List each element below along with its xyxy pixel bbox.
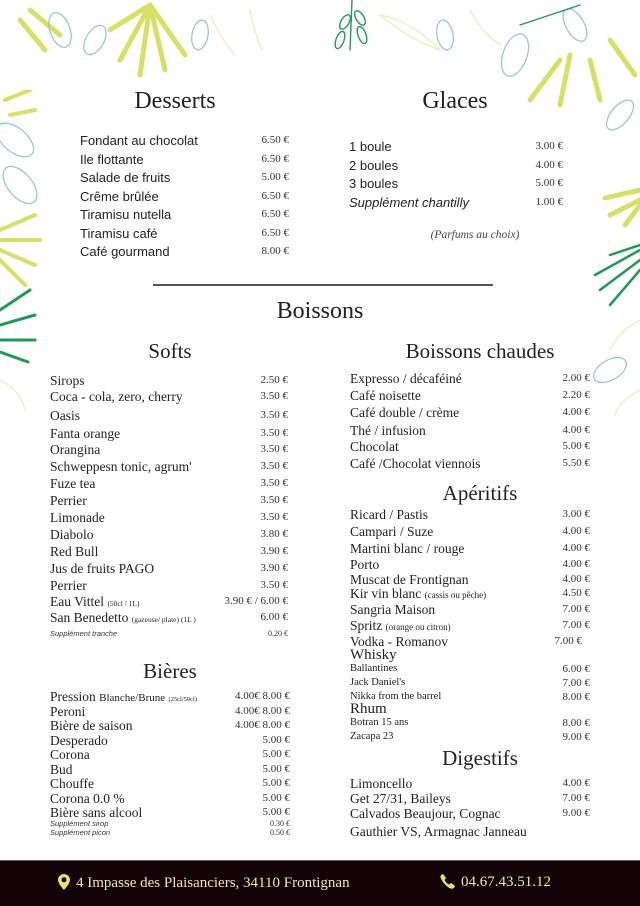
softs-list <box>50 374 288 639</box>
item-name: Thé / infusion <box>350 423 426 438</box>
item-price: 4.00 € <box>562 424 590 436</box>
item-name: Perrier <box>50 578 87 593</box>
item-price: 5.50 € <box>562 457 590 469</box>
item-name: Limoncello <box>350 776 413 791</box>
item-price: 8.00 € <box>261 245 289 257</box>
list-item <box>50 763 290 778</box>
item-name: Bière de saison <box>50 718 133 733</box>
list-item <box>350 573 590 587</box>
item-name: Ballantines <box>350 663 398 674</box>
item-name: Eau Vittel (50cl / 1L) <box>50 594 140 609</box>
item-price: 4.00€ 8.00 € <box>235 719 290 731</box>
phone[interactable] <box>440 874 551 891</box>
item-price: 3.00 € <box>562 508 590 520</box>
item-price: 4.00 € <box>562 573 590 585</box>
list-item <box>80 152 289 171</box>
item-price: 5.00 € <box>262 733 290 746</box>
desserts-list <box>80 133 289 263</box>
list-item <box>80 207 289 226</box>
boissons-chaudes-list <box>350 372 590 474</box>
item-price: 4.00 € <box>535 158 563 171</box>
item-price: 3.50 € <box>260 443 288 455</box>
list-item <box>350 619 590 635</box>
item-price: 5.00 € <box>535 177 563 189</box>
item-name: Muscat de Frontignan <box>350 572 469 587</box>
item-name: 3 boules <box>349 176 399 191</box>
item-name: Chouffe <box>50 776 94 791</box>
list-item <box>80 226 289 245</box>
list-item <box>80 189 289 208</box>
item-name: Café gourmand <box>80 244 170 259</box>
item-name: Oasis <box>50 408 80 423</box>
whisky-heading: Whisky <box>350 647 397 663</box>
item-name: Red Bull <box>50 544 99 559</box>
item-price: 3.50 € <box>260 427 288 439</box>
item-name: Campari / Suze <box>350 524 434 539</box>
list-item <box>349 139 563 158</box>
bieres-title: Bières <box>143 659 197 683</box>
list-item <box>350 792 590 807</box>
list-item <box>50 819 290 828</box>
item-detail: Blanche/Brune <box>99 692 166 704</box>
bieres-list <box>50 690 290 837</box>
item-name: Zacapa 23 <box>350 731 394 742</box>
item-name: Jus de fruits PAGO <box>50 561 155 576</box>
item-name: Corona <box>50 747 90 762</box>
item-price: 3.80 € <box>260 528 288 540</box>
item-name: Calvados Beaujour, Cognac <box>350 806 501 821</box>
glaces-list <box>349 139 563 213</box>
item-price: 0.50 € <box>270 828 290 837</box>
item-price: 3.50 € <box>260 511 288 523</box>
item-name: Tiramisu café <box>80 225 158 241</box>
list-item <box>50 705 290 720</box>
list-item <box>350 558 590 573</box>
item-name: Get 27/31, Baileys <box>350 791 451 806</box>
list-item <box>50 792 290 807</box>
item-price: 4.00€ 8.00 € <box>235 690 290 702</box>
item-name: Orangina <box>50 442 101 457</box>
item-price: 9.00 € <box>562 731 590 743</box>
list-item <box>50 611 288 627</box>
list-item <box>350 587 590 603</box>
item-price: 4.00 € <box>562 558 590 570</box>
item-price: 3.00 € <box>535 140 563 152</box>
list-item <box>349 176 563 195</box>
item-name: Fanta orange <box>50 426 121 441</box>
list-item <box>350 424 590 440</box>
rhum-heading: Rhum <box>350 701 387 717</box>
map-pin-icon <box>58 874 70 890</box>
list-item <box>50 719 290 734</box>
item-price: 2.20 € <box>562 389 590 401</box>
item-name: Porto <box>350 557 380 572</box>
item-price: 6.50 € <box>261 152 289 165</box>
item-note: (50cl / 1L) <box>107 599 140 608</box>
item-name: Sirops <box>50 373 85 388</box>
item-name: Supplément sirop <box>50 819 109 828</box>
digestifs-title: Digestifs <box>442 746 518 770</box>
item-name: Chocolat <box>350 439 399 454</box>
item-name: Coca - cola, zero, cherry <box>50 389 183 404</box>
item-name: Crême brûlée <box>80 188 159 204</box>
item-price: 7.00 € <box>562 619 590 631</box>
list-item <box>50 690 290 705</box>
digestifs-list <box>350 777 590 841</box>
item-price: 2.50 € <box>260 374 288 386</box>
item-price: 3.90 € <box>260 545 288 557</box>
item-name: Supplément chantilly <box>349 194 469 210</box>
item-price: 5.00 € <box>262 806 290 818</box>
list-item <box>50 511 288 528</box>
item-name: 2 boules <box>349 157 399 173</box>
item-price: 9.00 € <box>562 807 590 819</box>
item-price: 4.00€ 8.00 € <box>235 704 290 717</box>
list-item <box>80 244 289 263</box>
item-note: (gazeuse/ plate) (1L ) <box>131 615 196 624</box>
glaces-note: (Parfums au choix) <box>430 229 520 241</box>
item-name: Nikka from the barrel <box>350 691 442 702</box>
item-price: 3.50 € <box>260 579 288 591</box>
desserts-title: Desserts <box>134 88 216 114</box>
item-price: 6.50 € <box>261 208 289 220</box>
list-item <box>350 508 590 525</box>
item-price: 3.90 € / 6.00 € <box>224 595 288 607</box>
item-name: Supplément picon <box>50 828 111 837</box>
item-price: 3.50 € <box>260 409 288 421</box>
item-price: 1.00 € <box>535 195 563 208</box>
list-item <box>50 545 288 562</box>
item-price: 8.00 € <box>562 717 590 729</box>
aperitifs-list <box>350 508 590 745</box>
item-price: 6.50 € <box>261 189 289 202</box>
item-name: Café double / crème <box>350 405 460 420</box>
item-name: Gauthier VS, Armagnac Janneau <box>350 824 527 839</box>
item-name: Expresso / décaféiné <box>350 371 462 386</box>
item-name: San Benedetto (gazeuse/ plate) (1L ) <box>50 610 196 625</box>
list-item <box>50 748 290 763</box>
item-name: Spritz (orange ou citron) <box>350 618 451 633</box>
item-price: 5.00 € <box>562 440 590 452</box>
item-price: 5.00 € <box>262 777 290 789</box>
item-price: 3.50 € <box>260 494 288 506</box>
address-text: 4 Impasse des Plaisanciers, 34110 Frontignan <box>76 875 350 891</box>
list-item <box>50 579 288 595</box>
list-item <box>350 663 590 677</box>
item-price: 7.00 € <box>562 603 590 615</box>
section-divider <box>153 284 493 286</box>
phone-icon <box>440 874 455 889</box>
glaces-title: Glaces <box>422 88 488 114</box>
list-item <box>350 525 590 542</box>
list-item <box>350 372 590 389</box>
item-name: Kir vin blanc (cassis ou pêche) <box>350 586 487 601</box>
item-name: Sangria Maison <box>350 602 436 617</box>
list-item <box>50 443 288 460</box>
list-item <box>50 806 290 819</box>
item-price: 7.00 € <box>554 635 582 647</box>
list-item <box>349 158 563 177</box>
list-item <box>80 170 289 189</box>
list-item <box>50 777 290 792</box>
list-item <box>50 528 288 545</box>
item-name: Salade de fruits <box>80 170 171 185</box>
aperitifs-title: Apéritifs <box>442 481 518 505</box>
item-name: Vodka - Romanov <box>350 634 448 649</box>
item-name: Pression Blanche/Brune (25cl/50cl) <box>50 689 198 704</box>
item-price: 3.50 € <box>260 460 288 472</box>
item-name: Fondant au chocolat <box>80 133 198 148</box>
item-name: Tiramisu nutella <box>80 207 172 222</box>
list-item <box>50 494 288 511</box>
item-name: Corona 0.0 % <box>50 790 125 806</box>
item-price: 7.00 € <box>562 677 590 689</box>
item-price: 3.90 € <box>260 562 288 574</box>
list-item <box>50 427 288 443</box>
item-name: Diabolo <box>50 527 94 542</box>
item-name: Fuze tea <box>50 476 96 491</box>
item-price: 5.00 € <box>261 171 289 183</box>
item-name: Bière sans alcool <box>50 805 143 820</box>
list-item <box>350 731 590 745</box>
item-note: (cassis ou pêche) <box>424 590 487 600</box>
footer-contact-bar <box>0 860 640 906</box>
list-item <box>50 460 288 477</box>
item-price: 3.50 € <box>260 390 288 402</box>
item-price: 2.00 € <box>562 372 590 384</box>
item-price: 6.50 € <box>261 134 289 146</box>
item-price: 6.50 € <box>261 226 289 239</box>
item-note: (orange ou citron) <box>385 622 451 632</box>
list-item <box>50 734 290 749</box>
item-name: Café noisette <box>350 388 421 403</box>
item-name: Jack Daniel's <box>350 677 406 688</box>
item-price: 0.20 € <box>268 629 288 638</box>
item-price: 5.00 € <box>262 748 290 760</box>
item-price: 4.00 € <box>562 525 590 537</box>
item-price: 0.30 € <box>270 819 290 828</box>
item-price: 5.00 € <box>262 762 290 775</box>
item-price: 4.00 € <box>562 542 590 554</box>
phone-number: 04.67.43.51.12 <box>461 874 551 890</box>
list-item <box>350 406 590 424</box>
list-item <box>350 807 590 825</box>
list-item <box>350 389 590 406</box>
list-item <box>350 603 590 619</box>
item-name: Schweppesn tonic, agrum' <box>50 459 192 474</box>
item-name: 1 boule <box>349 139 392 154</box>
list-item <box>349 195 563 214</box>
item-name: Bud <box>50 761 73 777</box>
list-item <box>350 677 590 691</box>
list-item <box>50 477 288 494</box>
list-item <box>50 828 290 837</box>
item-name: Martini blanc / rouge <box>350 541 465 556</box>
item-name: Perrier <box>50 493 87 508</box>
item-price: 7.00 € <box>562 792 590 804</box>
item-price: 5.00 € <box>262 791 290 804</box>
item-name: Ile flottante <box>80 151 144 167</box>
item-name: Café /Chocolat viennois <box>350 456 481 471</box>
item-price: 6.00 € <box>260 611 288 623</box>
list-item <box>350 542 590 558</box>
list-item <box>50 374 288 390</box>
list-item <box>50 627 288 639</box>
list-item <box>350 440 590 457</box>
list-item <box>80 133 289 152</box>
item-name: Limonade <box>50 510 105 525</box>
item-price: 4.00 € <box>562 777 590 789</box>
list-item <box>50 595 288 611</box>
item-price: 6.00 € <box>562 663 590 675</box>
item-price: 3.50 € <box>260 477 288 489</box>
item-name: Supplément tranche <box>50 629 118 638</box>
boissons-title: Boissons <box>276 298 364 324</box>
softs-title: Softs <box>148 339 192 363</box>
boissons-chaudes-title: Boissons chaudes <box>405 339 555 363</box>
item-name: Peroni <box>50 703 86 719</box>
list-item <box>350 777 590 792</box>
item-name: Desperado <box>50 732 108 748</box>
list-item <box>350 717 590 731</box>
list-item <box>50 562 288 579</box>
item-note: (25cl/50cl) <box>168 696 198 703</box>
address[interactable] <box>58 874 350 892</box>
item-name: Ricard / Pastis <box>350 507 428 522</box>
list-item <box>350 457 590 474</box>
item-price: 4.50 € <box>562 587 590 599</box>
item-price: 4.00 € <box>562 406 590 418</box>
list-item <box>50 409 288 427</box>
list-item <box>50 390 288 409</box>
item-name: Botran 15 ans <box>350 717 409 728</box>
list-item <box>350 825 590 841</box>
item-price: 8.00 € <box>562 691 590 703</box>
